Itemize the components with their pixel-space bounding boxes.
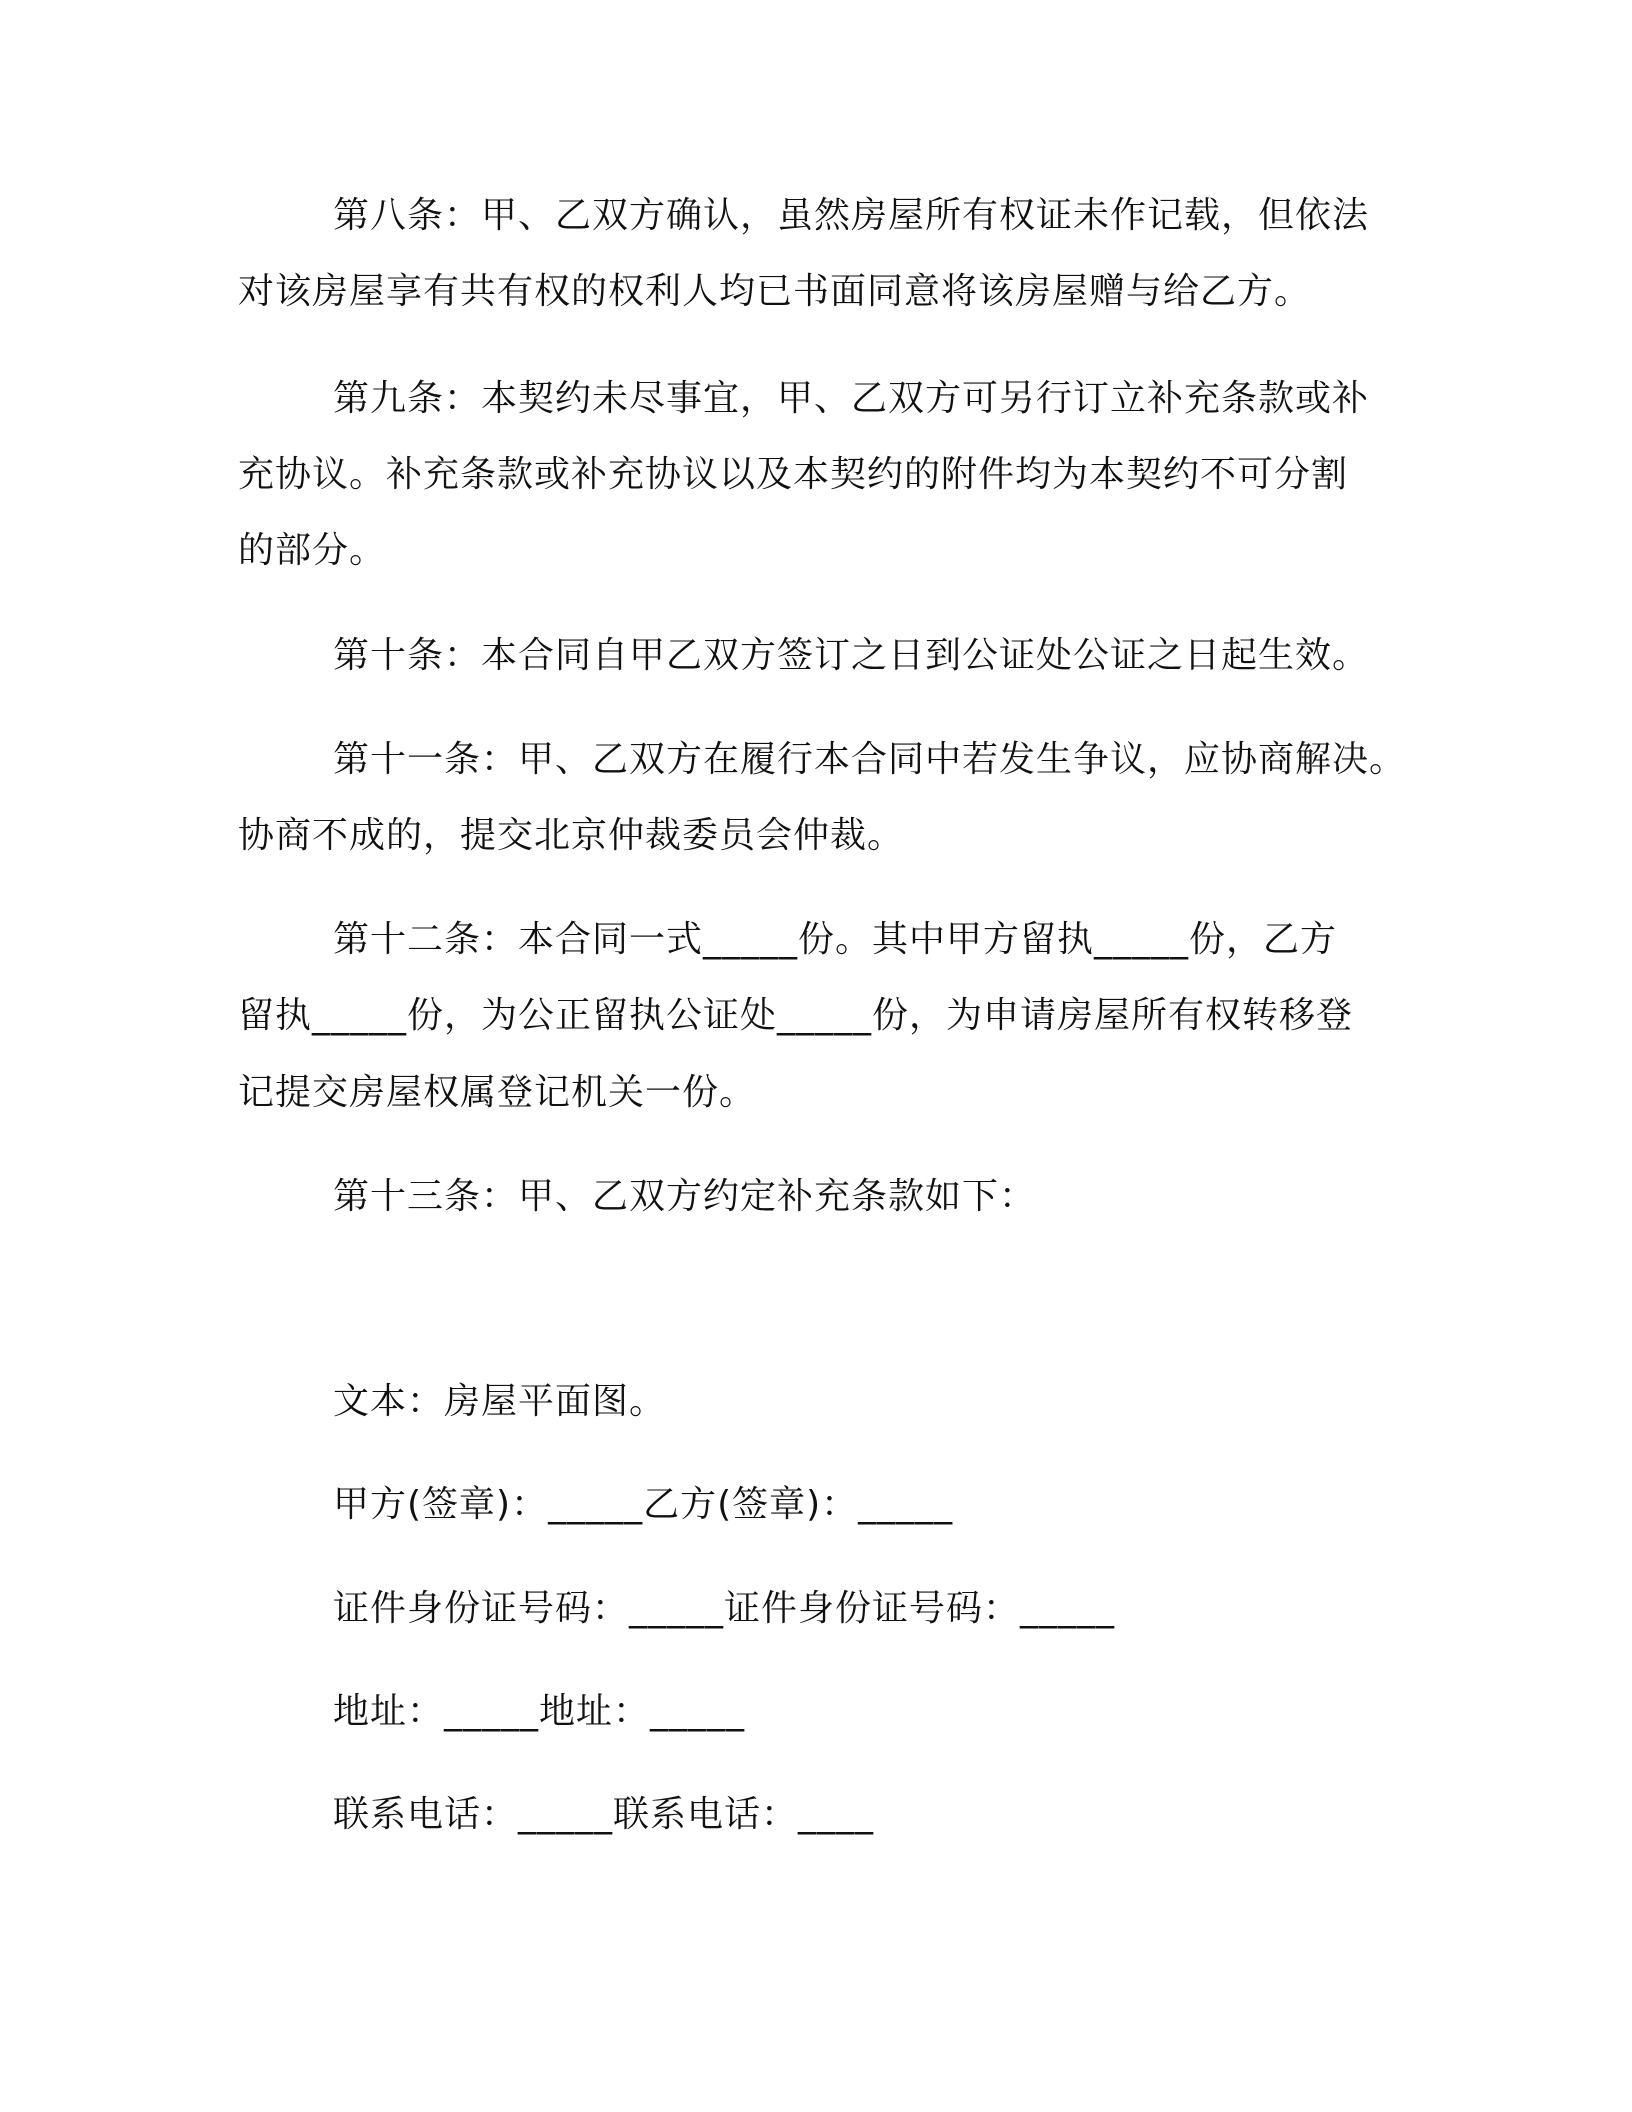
article-11-line-1: 第十一条：甲、乙双方在履行本合同中若发生争议，应协商解决。 — [333, 739, 1407, 780]
id-number-line: 证件身份证号码：_____证件身份证号码：_____ — [333, 1588, 1116, 1629]
article-9-line-3: 的部分。 — [238, 530, 387, 571]
article-12-line-3: 记提交房屋权属登记机关一份。 — [238, 1072, 757, 1113]
address-line: 地址：_____地址：_____ — [333, 1691, 746, 1732]
article-9-line-1: 第九条：本契约未尽事宜，甲、乙双方可另行订立补充条款或补 — [333, 378, 1370, 419]
article-8-line-2: 对该房屋享有共有权的权利人均已书面同意将该房屋赠与给乙方。 — [238, 271, 1312, 312]
attachment-line: 文本：房屋平面图。 — [333, 1381, 667, 1422]
phone-line: 联系电话：_____联系电话：____ — [333, 1794, 875, 1835]
article-12-line-2: 留执_____份，为公正留执公证处_____份，为申请房屋所有权转移登 — [238, 995, 1354, 1036]
article-11-line-2: 协商不成的，提交北京仲裁委员会仲裁。 — [238, 815, 905, 856]
article-8-line-1: 第八条：甲、乙双方确认，虽然房屋所有权证未作记载，但依法 — [333, 195, 1370, 236]
article-10-line-1: 第十条：本合同自甲乙双方签订之日到公证处公证之日起生效。 — [333, 635, 1370, 676]
article-9-line-2: 充协议。补充条款或补充协议以及本契约的附件均为本契约不可分割 — [238, 454, 1349, 495]
article-12-line-1: 第十二条：本合同一式_____份。其中甲方留执_____份，乙方 — [333, 919, 1338, 960]
signature-line: 甲方(签章)：_____乙方(签章)：_____ — [333, 1484, 954, 1525]
article-13-line-1: 第十三条：甲、乙双方约定补充条款如下： — [333, 1176, 1037, 1217]
